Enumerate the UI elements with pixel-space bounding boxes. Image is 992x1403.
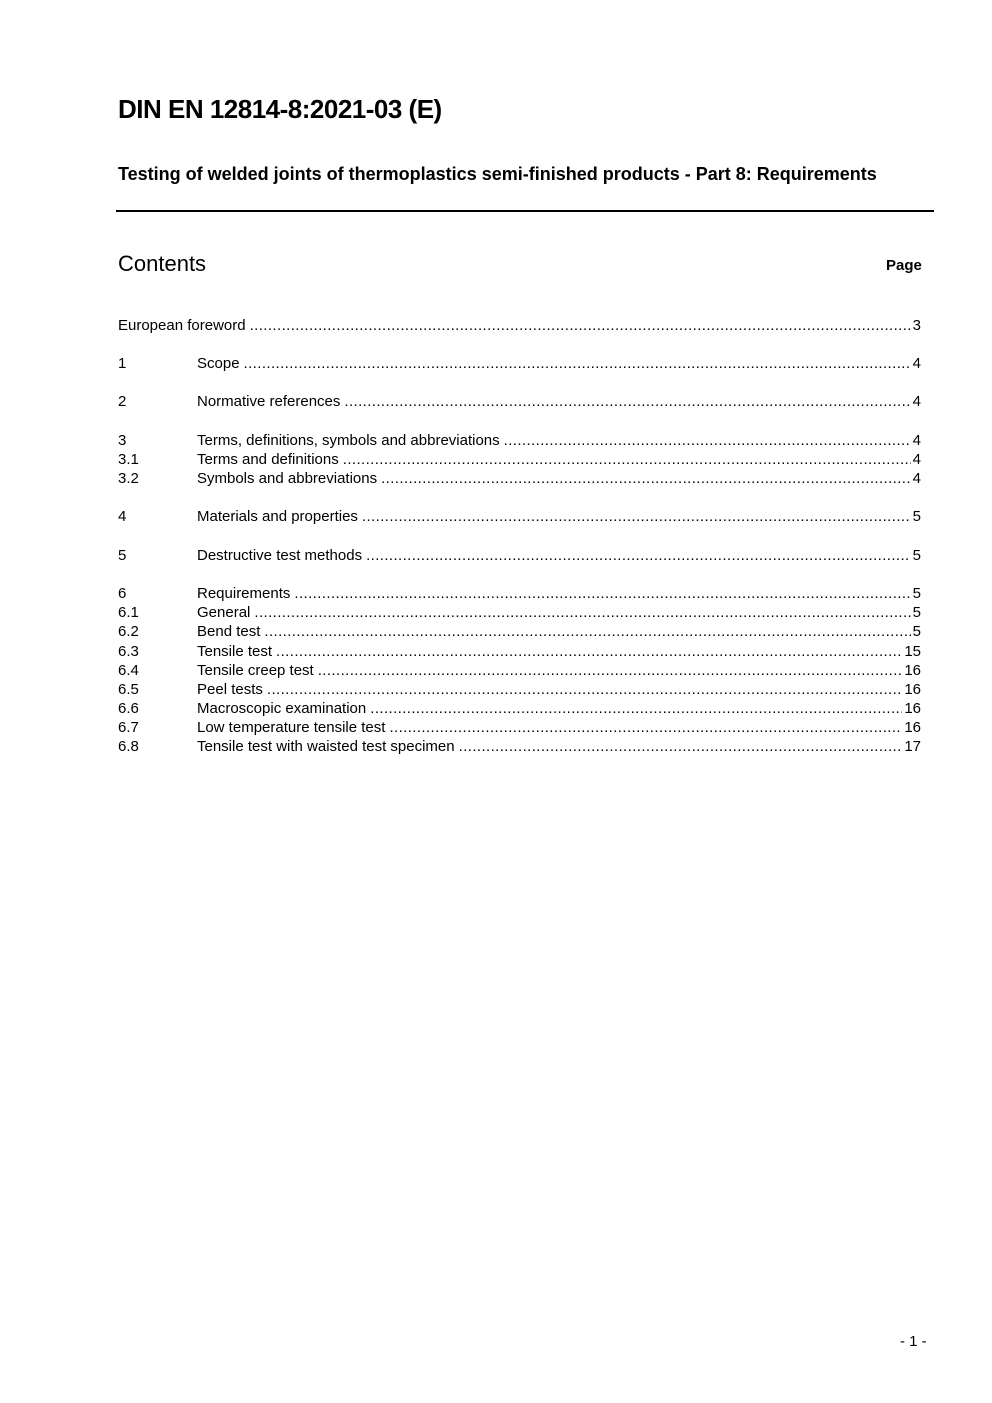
toc-number: 6.5: [118, 681, 139, 698]
toc-entry-6-4[interactable]: [118, 661, 921, 680]
toc-entry-2[interactable]: [118, 392, 921, 411]
toc-page: 15: [904, 643, 921, 660]
toc-number: 6.4: [118, 662, 139, 679]
toc-entry-6-2[interactable]: [118, 622, 921, 641]
toc-number: 5: [118, 547, 127, 564]
toc-leader: [318, 661, 903, 680]
toc-title: Bend test: [197, 623, 261, 640]
page-number: - 1 -: [900, 1333, 927, 1350]
toc-page: 4: [912, 470, 921, 487]
toc-page: 5: [912, 604, 921, 621]
toc-title: Tensile test with waisted test specimen: [197, 738, 455, 755]
toc-page: 3: [912, 317, 921, 334]
toc-leader: [250, 316, 911, 335]
toc-leader: [343, 450, 911, 469]
toc-entry-3-1[interactable]: [118, 450, 921, 469]
toc-title: General: [197, 604, 251, 621]
toc-number: 6.7: [118, 719, 139, 736]
toc-entry-5[interactable]: [118, 546, 921, 565]
toc-title: Macroscopic examination: [197, 700, 367, 717]
toc-entry-6-1[interactable]: [118, 603, 921, 622]
toc-leader: [344, 392, 910, 411]
toc-title: Terms, definitions, symbols and abbreviations: [197, 432, 500, 449]
toc-number: 6.1: [118, 604, 139, 621]
toc-title: Low temperature tensile test: [197, 719, 386, 736]
toc-page: 5: [912, 508, 921, 525]
toc-number: 6.6: [118, 700, 139, 717]
toc-number: 3.1: [118, 451, 139, 468]
toc-entry-6-5[interactable]: [118, 680, 921, 699]
toc-entry-6-6[interactable]: [118, 699, 921, 718]
toc-leader: [244, 354, 911, 373]
toc-leader: [389, 718, 902, 737]
toc-leader: [459, 737, 903, 756]
toc-page: 16: [904, 700, 921, 717]
toc-leader: [362, 507, 911, 526]
toc-page: 4: [912, 432, 921, 449]
toc-entry-6-8[interactable]: [118, 737, 921, 756]
toc-page: 5: [912, 623, 921, 640]
toc-title: Requirements: [197, 585, 291, 602]
toc-number: 1: [118, 355, 127, 372]
toc-page: 17: [904, 738, 921, 755]
toc-leader: [381, 469, 911, 488]
toc-title: Destructive test methods: [197, 547, 363, 564]
document-id: DIN EN 12814-8:2021-03 (E): [118, 94, 442, 124]
toc-page: 16: [904, 662, 921, 679]
toc-entry-1[interactable]: [118, 354, 921, 373]
toc-title: Normative references: [197, 393, 341, 410]
contents-heading: Contents: [118, 251, 207, 276]
toc-title: Scope: [197, 355, 240, 372]
toc-page: 16: [904, 681, 921, 698]
toc-leader: [504, 431, 911, 450]
toc-entry-3[interactable]: [118, 431, 921, 450]
toc-title: Symbols and abbreviations: [197, 470, 378, 487]
toc-number: 3.2: [118, 470, 139, 487]
title-divider: [116, 210, 934, 212]
toc-entry-6-3[interactable]: [118, 642, 921, 661]
toc-number: 4: [118, 508, 127, 525]
toc-number: 6.8: [118, 738, 139, 755]
toc-title: Tensile creep test: [197, 662, 314, 679]
toc-page: 4: [912, 355, 921, 372]
toc-title: Tensile test: [197, 643, 273, 660]
toc-page: 4: [912, 451, 921, 468]
document-title: Testing of welded joints of thermoplastics semi-finished products - Part 8: Requirements: [118, 164, 877, 184]
toc-leader: [254, 603, 910, 622]
toc-number: 3: [118, 432, 127, 449]
toc-leader: [264, 622, 910, 641]
toc-page: 16: [904, 719, 921, 736]
toc-entry-4[interactable]: [118, 507, 921, 526]
toc-number: 6.2: [118, 623, 139, 640]
toc-leader: [267, 680, 902, 699]
toc-entry-3-2[interactable]: [118, 469, 921, 488]
toc-title: Peel tests: [197, 681, 263, 698]
toc-number: 6.3: [118, 643, 139, 660]
toc-entry-6[interactable]: [118, 584, 921, 603]
toc-number: 6: [118, 585, 127, 602]
toc-title: Materials and properties: [197, 508, 358, 525]
page-column-label: Page: [886, 257, 922, 274]
toc-number: 2: [118, 393, 127, 410]
toc-page: 4: [912, 393, 921, 410]
toc-leader: [366, 546, 911, 565]
toc-title: European foreword: [118, 317, 246, 334]
toc-entry-6-7[interactable]: [118, 718, 921, 737]
toc-entry-european-foreword[interactable]: [118, 316, 921, 335]
toc-leader: [294, 584, 910, 603]
toc-leader: [276, 642, 902, 661]
toc-title: Terms and definitions: [197, 451, 339, 468]
toc-page: 5: [912, 585, 921, 602]
toc-leader: [370, 699, 902, 718]
toc-page: 5: [912, 547, 921, 564]
